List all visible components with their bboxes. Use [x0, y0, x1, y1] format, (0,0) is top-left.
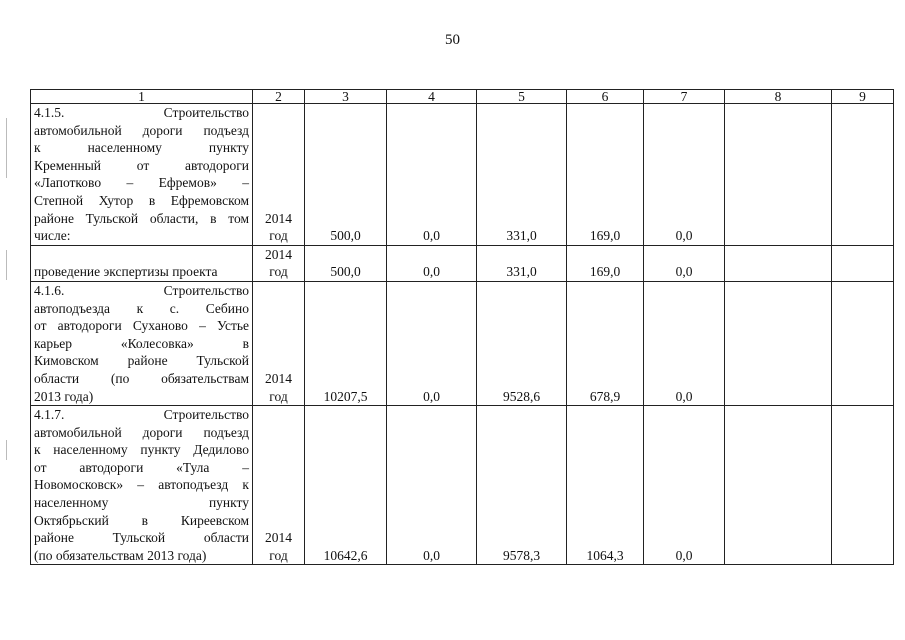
description-line: карьер «Колесовка» в [34, 335, 249, 351]
column-header: 9 [832, 90, 894, 104]
value-col4: 0,0 [387, 104, 477, 246]
description-line: «Лапотково – Ефремов» – [34, 175, 249, 191]
year-unit: год [269, 547, 288, 563]
year-value: 2014 [265, 246, 292, 262]
column-header: 5 [477, 90, 567, 104]
description-line: 4.1.5. Строительство [34, 105, 249, 120]
value-col9 [832, 104, 894, 246]
year-value: 2014 [265, 370, 292, 386]
value-col5: 9528,6 [477, 281, 567, 405]
description-line: Новомосковск» – автоподъезд к [34, 477, 249, 493]
scan-artifact [6, 118, 7, 178]
description-line: 2013 года) [34, 388, 94, 404]
year-cell [253, 281, 305, 405]
scan-artifact [6, 250, 7, 280]
description-line: Кременный от автодороги [34, 157, 249, 173]
column-header: 8 [725, 90, 832, 104]
value-col4: 0,0 [387, 406, 477, 565]
year-cell [253, 406, 305, 565]
description-line: области (по обязательствам [34, 370, 249, 386]
year-unit: год [269, 264, 288, 280]
value-col9 [832, 406, 894, 565]
year-unit: год [269, 388, 288, 404]
table-row [31, 104, 894, 246]
value-col5: 9578,3 [477, 406, 567, 565]
value-col3: 500,0 [305, 104, 387, 246]
value-col7: 0,0 [644, 406, 725, 565]
description-line: Степной Хутор в Ефремовском [34, 192, 249, 208]
description-line: районе Тульской области [34, 530, 249, 546]
value-col6: 678,9 [567, 281, 644, 405]
description-line: 4.1.7. Строительство [34, 407, 249, 423]
item-description [31, 245, 253, 281]
value-col4: 0,0 [387, 245, 477, 281]
value-col7: 0,0 [644, 104, 725, 246]
description-line: от автодороги «Тула – [34, 459, 249, 475]
value-col6: 169,0 [567, 245, 644, 281]
description-line: 4.1.6. Строительство [34, 282, 249, 298]
value-col4: 0,0 [387, 281, 477, 405]
column-header: 6 [567, 90, 644, 104]
description-line: автоподъезда к с. Себино [34, 300, 249, 316]
item-description [31, 406, 253, 565]
value-col8 [725, 104, 832, 246]
value-col6: 169,0 [567, 104, 644, 246]
table-row [31, 245, 894, 281]
value-col8 [725, 281, 832, 405]
description-line: Октябрьский в Киреевском [34, 512, 249, 528]
column-header: 2 [253, 90, 305, 104]
value-col6: 1064,3 [567, 406, 644, 565]
value-col8 [725, 245, 832, 281]
table-row [31, 406, 894, 565]
value-col5: 331,0 [477, 245, 567, 281]
value-col9 [832, 245, 894, 281]
column-number-row [31, 90, 894, 104]
column-header: 7 [644, 90, 725, 104]
table-row [31, 281, 894, 405]
year-value: 2014 [265, 210, 292, 226]
description-line: населенному пункту [34, 495, 249, 511]
description-line: числе: [34, 228, 71, 244]
column-header: 3 [305, 90, 387, 104]
column-header: 1 [31, 90, 253, 104]
year-cell [253, 245, 305, 281]
year-cell [253, 104, 305, 246]
column-header: 4 [387, 90, 477, 104]
description-line: автомобильной дороги подъезд [34, 122, 249, 138]
description-line: к населенному пункту [34, 140, 249, 156]
scan-artifact [6, 440, 7, 460]
value-col5: 331,0 [477, 104, 567, 246]
value-col3: 10207,5 [305, 281, 387, 405]
description-line: районе Тульской области, в том [34, 210, 249, 226]
item-description [31, 104, 253, 246]
page-number: 50 [445, 32, 460, 48]
year-unit: год [269, 228, 288, 244]
description-line: от автодороги Суханово – Устье [34, 318, 249, 334]
description-line: (по обязательствам 2013 года) [34, 547, 207, 563]
value-col9 [832, 281, 894, 405]
item-description [31, 281, 253, 405]
description-line: к населенному пункту Дедилово [34, 442, 249, 458]
value-col7: 0,0 [644, 281, 725, 405]
value-col8 [725, 406, 832, 565]
value-col7: 0,0 [644, 245, 725, 281]
description-line: проведение экспертизы проекта [34, 264, 218, 280]
description-line: автомобильной дороги подъезд [34, 424, 249, 440]
value-col3: 10642,6 [305, 406, 387, 565]
value-col3: 500,0 [305, 245, 387, 281]
program-table [30, 89, 894, 565]
year-value: 2014 [265, 530, 292, 546]
description-line: Кимовском районе Тульской [34, 353, 249, 369]
